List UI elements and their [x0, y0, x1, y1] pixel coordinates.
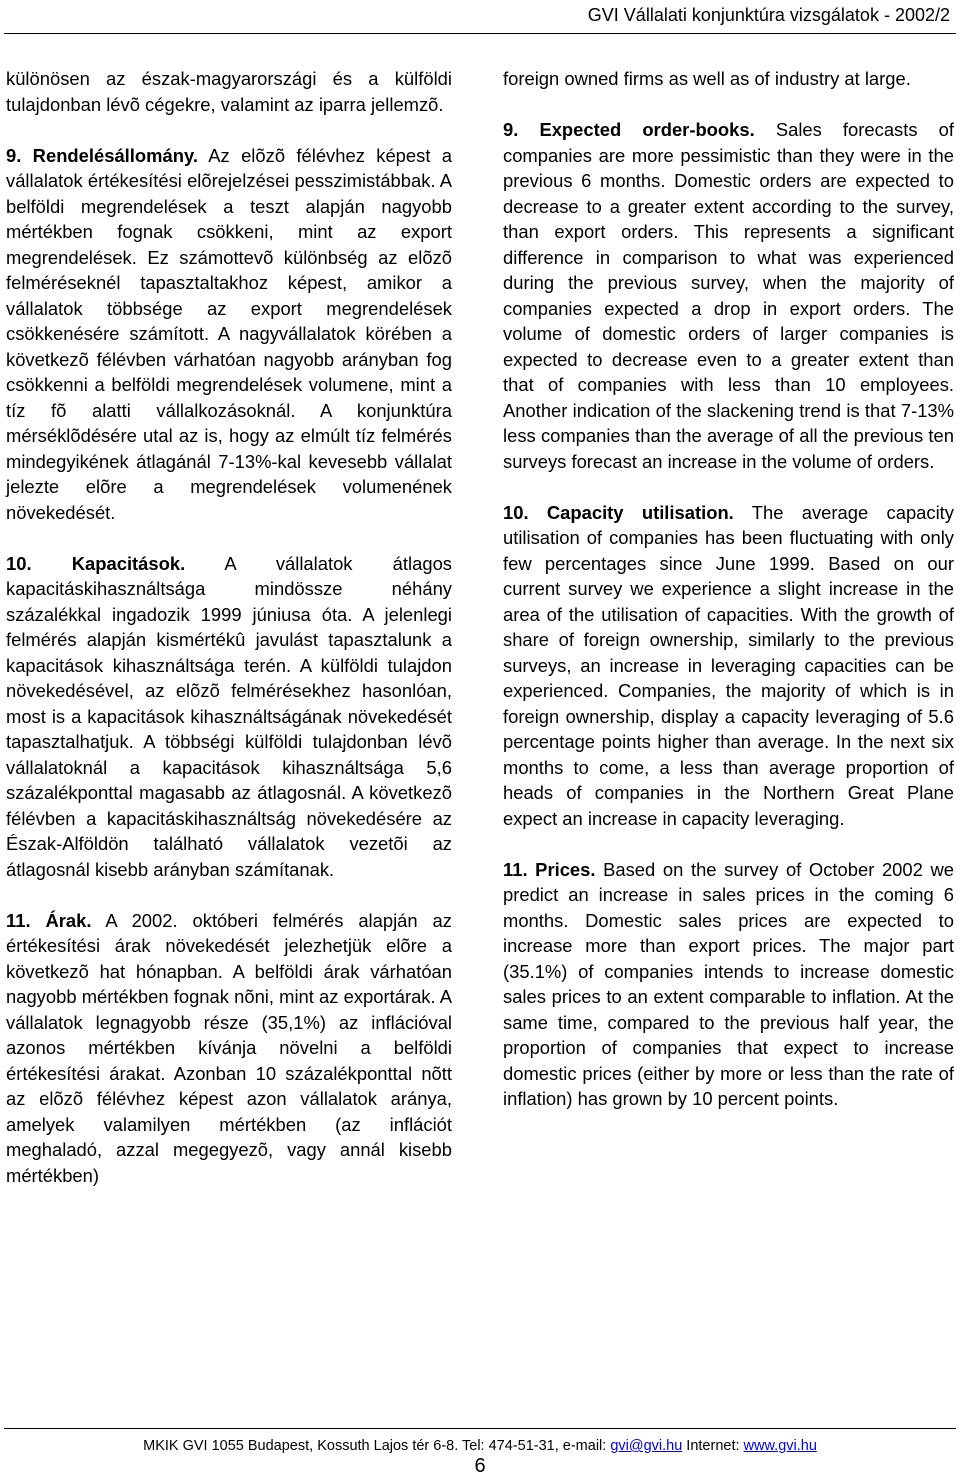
section-prices-en [503, 857, 954, 1112]
page-number: 6 [474, 1455, 486, 1477]
section-heading: 11. Prices. [503, 858, 596, 880]
section-heading: 11. Árak. [6, 909, 92, 931]
footer-divider [4, 1428, 956, 1429]
running-header: GVI Vállalati konjunktúra vizsgálatok - 2002/2 [587, 5, 950, 25]
section-text: Az elõzõ félévhez képest a vállalatok értékesítési elõrejelzései pesszimistábbak. A belföldi megrendelések a teszt alapján nagyobb mértékben fognak csökkeni, mint az export megrendelések. Ez számottevõ különbség az elõzõ felméréseknél tapasztaltakhoz képest, amikor a vállalatok többsége az export megrendelések csökkenésére számított. A nagyvállalatok körében a következõ félévben várhatóan nagyobb arányban fog csökkenni a belföldi megrendelések volumene, mint a tíz fõ alatti vállalkozásoknál. A konjunktúra mérséklõdésére utal az is, hogy az elmúlt tíz felmérés mindegyikének átlagánál 7-13%-kal kevesebb vállalat jelezte elõre a megrendelések volumenének növekedését. [6, 144, 453, 523]
hungarian-column [6, 66, 452, 1188]
website-link[interactable]: www.gvi.hu [743, 1438, 817, 1454]
paragraph-continuation: foreign owned firms as well as of industry at large. [503, 68, 911, 89]
section-text: The average capacity utilisation of companies has been fluctuating with only few percentages since June 1999. Based on our current survey we experience a slight increase in the area of the utilisation of capacities. With the growth of share of foreign ownership, similarly to the previous surveys, an increase in leveraging capacities can be experienced. Companies, the majority of which is in foreign ownership, display a capacity leveraging of 5.6 percentage points higher than average. In the next six months to come, a less than average proportion of heads of companies in the Northern Great Plane expect an increase in capacity leveraging. [503, 501, 954, 829]
section-order-books-en [503, 117, 954, 474]
section-heading: 9. Rendelésállomány. [6, 144, 198, 166]
section-prices-hu [6, 908, 452, 1189]
footer [0, 1437, 960, 1455]
footer-address: MKIK GVI 1055 Budapest, Kossuth Lajos tér 6-8. Tel: 474-51-31, e-mail: [143, 1438, 611, 1454]
footer-internet-label: Internet: [682, 1438, 744, 1454]
section-heading: 9. Expected order-books. [503, 119, 755, 140]
section-text: A vállalatok átlagos kapacitáskihasználtsága mindössze néhány százalékkal ingadozik 1999 júniusa óta. A jelenlegi felmérés alapján kismértékû javulást tapasztalunk a kapacitások kihasználtsága terén. A külföldi tulajdon növekedésével, az elõzõ felmérésekhez hasonlóan, most is a kapacitások kihasználtságának növekedését tapasztalhatjuk. A többségi külföldi tulajdonban lévõ vállalatoknál a kapacitások kihasználtsága 5,6 százalékponttal magasabb az átlagosnál. A következõ félévben a kapacitáskihasználtság növekedésére az Észak-Alföldön található vállalatok vezetõi az átlagosnál kisebb arányban számítanak. [6, 552, 452, 880]
email-link[interactable]: gvi@gvi.hu [610, 1438, 683, 1454]
paragraph-continuation: különösen az észak-magyarországi és a külföldi tulajdonban lévõ cégekre, valamint az iparra jellemzõ. [6, 68, 452, 115]
section-capacity-en [503, 500, 954, 832]
english-column [503, 66, 954, 1112]
section-heading: 10. Kapacitások. [6, 552, 186, 574]
section-capacity-hu [6, 551, 452, 883]
section-text: Sales forecasts of companies are more pessimistic than they were in the previous 6 months. Domestic orders are expected to decrease to a greater extent according to the survey, than export orders. This represents a significant difference in comparison to what was experienced during the previous survey, when the majority of companies expected a drop in export orders. The volume of domestic orders of larger companies is expected to decrease even to a greater extent than that of companies with less than 10 employees. Another indication of the slackening trend is that 7-13% less companies than the average of all the previous ten surveys forecast an increase in the volume of orders. [503, 119, 954, 472]
header-divider [4, 33, 956, 34]
section-order-books-hu [6, 143, 452, 526]
section-text: A 2002. októberi felmérés alapján az értékesítési árak növekedését jelezhetjük elõre a következõ hat hónapban. A belföldi árak várhatóan nagyobb mértékben fognak nõni, mint az exportárak. A vállalatok legnagyobb része (35,1%) az inflációval azonos mértékben kívánja növelni a belföldi értékesítési árakat. Azonban 10 százalékponttal nõtt az elõzõ félévhez képest azon vállalatok aránya, amelyek valamilyen mértékben (az inflációt meghaladó, azzal megegyezõ, vagy annál kisebb mértékben) [6, 909, 452, 1186]
section-text: Based on the survey of October 2002 we predict an increase in sales prices in the coming 6 months. Domestic sales prices are expected to increase more than export prices. The major part (35.1%) of companies intends to increase domestic sales prices to an extent comparable to inflation. At the same time, compared to the previous half year, the proportion of companies that expect to increase domestic prices (either by more or less than the rate of inflation) has grown by 10 percent points. [503, 858, 954, 1109]
section-heading: 10. Capacity utilisation. [503, 501, 734, 523]
